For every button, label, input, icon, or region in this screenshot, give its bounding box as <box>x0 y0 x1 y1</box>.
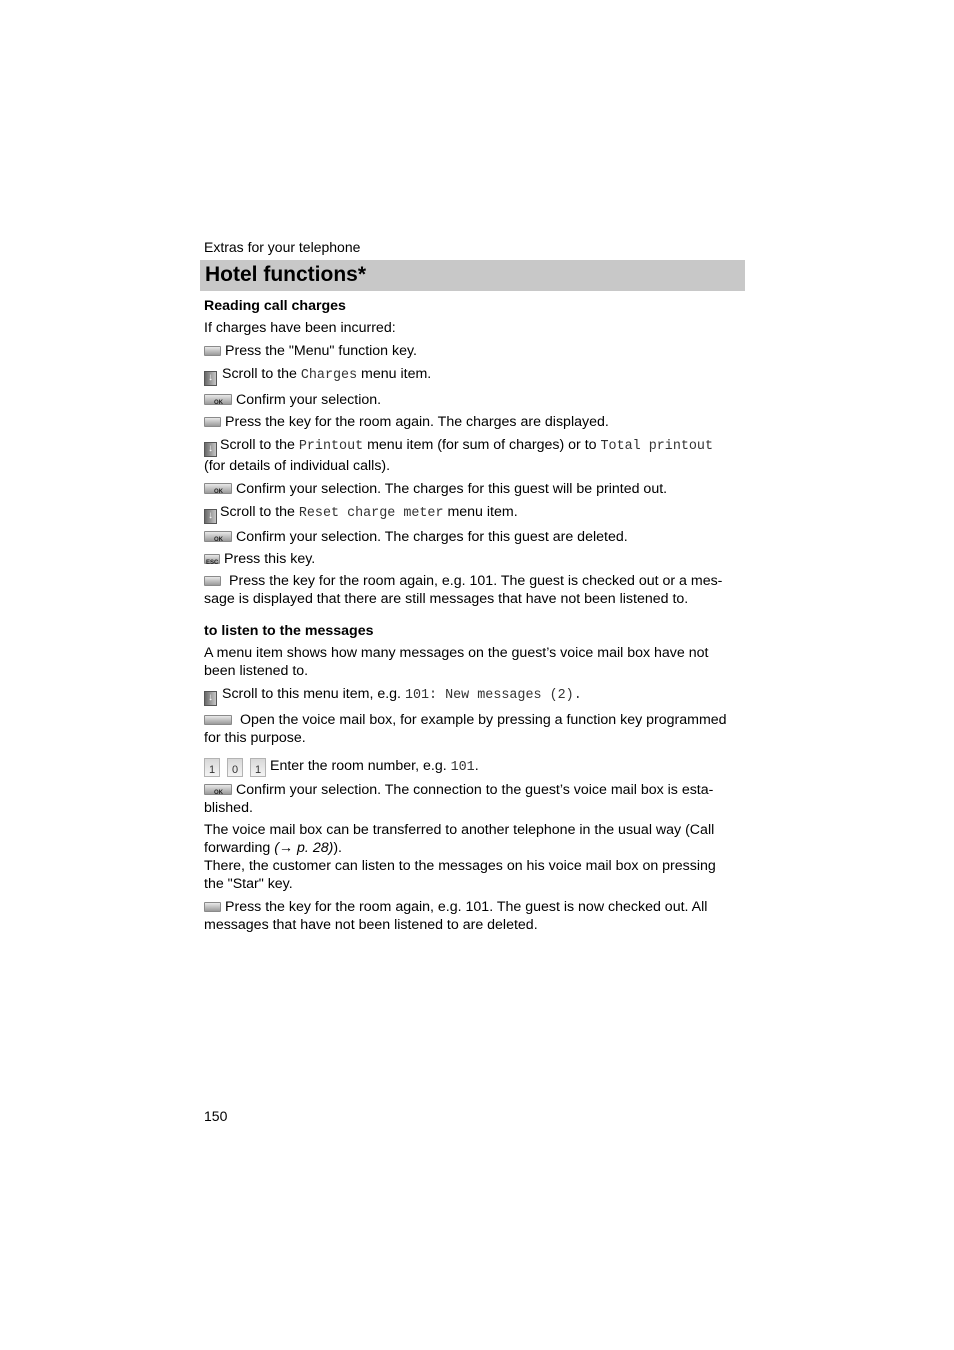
step-scroll-charges: ↓ Scroll to the Charges menu item. <box>204 365 739 386</box>
content <box>204 297 739 934</box>
scroll-down-icon: ↓ <box>204 371 217 386</box>
forwarding-paragraph: The voice mail box can be transferred to another telephone in the usual way (Call forwarding (→ p. 28)). <box>204 822 715 856</box>
step-checkout: Press the key for the room again, e.g. 101. The guest is checked out or a mes-sage is displayed that there are still messages that have not been listened to. <box>204 573 723 607</box>
ok-key-icon <box>204 531 232 542</box>
title-bar <box>200 260 745 291</box>
function-key-icon <box>204 902 221 912</box>
section-heading-charges: Reading call charges <box>204 298 346 314</box>
star-key-paragraph: There, the customer can listen to the messages on his voice mail box on pressing the "Star" key. <box>204 858 716 892</box>
digit-key-1: 1 <box>250 758 266 777</box>
ok-key-icon <box>204 394 232 405</box>
function-key-icon <box>204 346 221 356</box>
step-final-checkout: Press the key for the room again, e.g. 101. The guest is now checked out. All messages that have not been listened to are deleted. <box>204 899 708 933</box>
step-confirm-delete: OKConfirm your selection. The charges for this guest are deleted. <box>204 528 739 546</box>
section-heading-messages: to listen to the messages <box>204 623 374 639</box>
messages-intro: A menu item shows how many messages on the guest’s voice mail box have not been listened to. <box>204 645 709 679</box>
step-esc: ESCPress this key. <box>204 550 739 568</box>
digit-key-0: 0 <box>227 758 243 777</box>
scroll-down-icon: ↓ <box>204 509 217 524</box>
step-enter-room: 1 0 1 Enter the room number, e.g. 101. <box>204 757 739 777</box>
step-scroll-reset: ↓ Scroll to the Reset charge meter menu item. <box>204 503 739 524</box>
step-confirm-connection: OKConfirm your selection. The connection to the guest’s voice mail box is esta-blished. <box>204 781 739 817</box>
charges-intro: If charges have been incurred: <box>204 320 396 336</box>
page-reference: (→ p. 28) <box>274 840 334 856</box>
step-open-mailbox: Open the voice mail box, for example by pressing a function key programmed for this purpose. <box>204 712 727 746</box>
scroll-down-icon: ↓ <box>204 442 217 457</box>
function-key-icon <box>204 715 232 725</box>
running-head: Extras for your telephone <box>204 239 361 255</box>
function-key-icon <box>204 417 221 427</box>
esc-key-icon <box>204 554 220 564</box>
scroll-down-icon: ↓ <box>204 691 217 706</box>
page-title: Hotel functions* <box>205 263 366 286</box>
digit-key-1: 1 <box>204 758 220 777</box>
step-room-key: Press the key for the room again. The charges are displayed. <box>204 413 739 431</box>
step-confirm: OKConfirm your selection. <box>204 391 739 409</box>
ok-key-icon <box>204 483 232 494</box>
page-number: 150 <box>204 1108 228 1124</box>
step-scroll-printout: ↓ Scroll to the Printout menu item (for sum of charges) or to Total printout (for details of individual calls). <box>204 437 713 474</box>
step-confirm-print: OKConfirm your selection. The charges for this guest will be printed out. <box>204 480 739 498</box>
function-key-icon <box>204 576 221 586</box>
step-menu-key: Press the "Menu" function key. <box>204 342 739 360</box>
ok-key-icon <box>204 784 232 795</box>
step-scroll-messages: ↓ Scroll to this menu item, e.g. 101: New messages (2). <box>204 685 739 706</box>
